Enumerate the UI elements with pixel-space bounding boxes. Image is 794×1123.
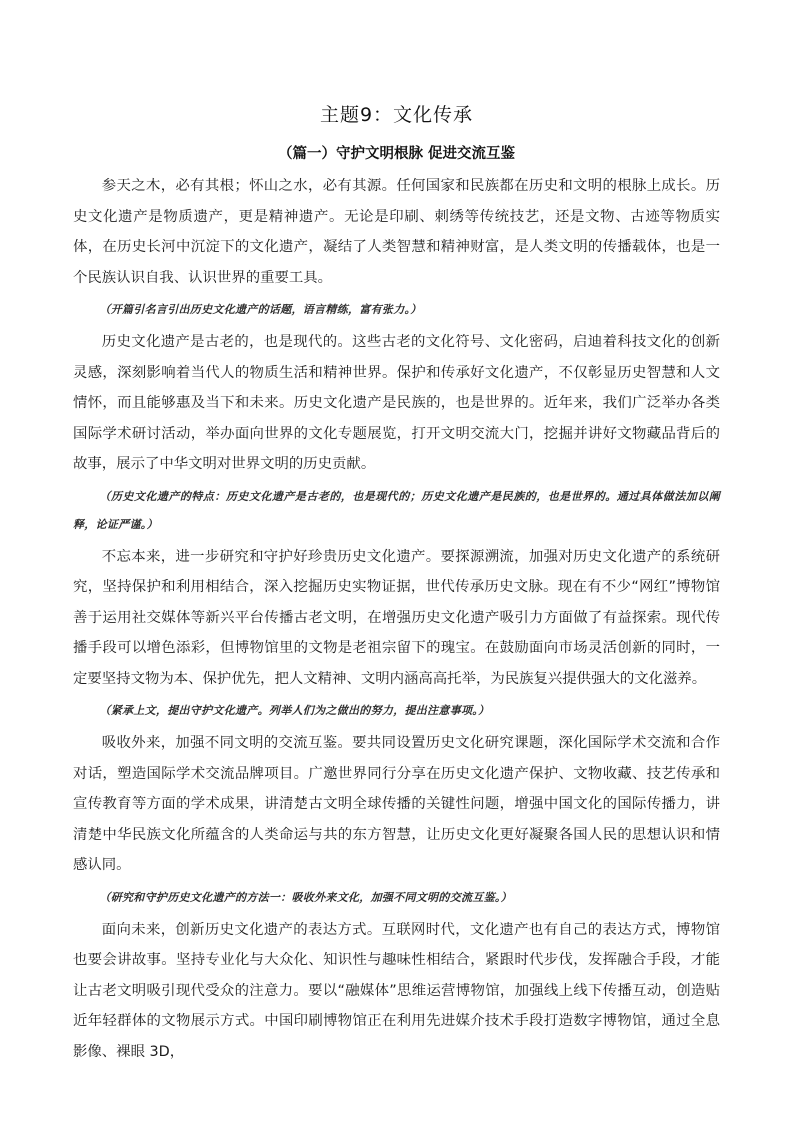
- document-title: 主题9：文化传承: [319, 104, 474, 126]
- body-paragraph: 吸收外来，加强不同文明的交流互鉴。要共同设置历史文化研究课题，深化国际学术交流和合作对话，塑造国际学术交流品牌项目。广邀世界同行分享在历史文化遗产保护、文物收藏、技艺传承和宣传教育等方面的学术成果，讲清楚古文明全球传播的关键性问题，增强中国文化的国际传播力，讲清楚中华民族文化所蕴含的人类命运与共的东方智慧，让历史文化更好凝聚各国人民的思想认识和情感认同。: [73, 735, 720, 873]
- body-paragraph: 不忘本来，进一步研究和守护好珍贵历史文化遗产。要探源溯流，加强对历史文化遗产的系统研究，坚持保护和利用相结合，深入挖掘历史实物证据，世代传承历史文脉。现在有不少“网红”博物馆善于运用社交媒体等新兴平台传播古老文明，在增强历史文化遗产吸引力方面做了有益探索。现代传播手段可以增色添彩，但博物馆里的文物是老祖宗留下的瑰宝。在鼓励面向市场灵活创新的同时，一定要坚持文物为本、保护优先，把人文精神、文明内涵高高托举，为民族复兴提供强大的文化滋养。: [73, 548, 720, 687]
- commentary-note: （开篇引名言引出历史文化遗产的话题，语言精练，富有张力。）: [99, 303, 422, 316]
- body-paragraph: 面向未来，创新历史文化遗产的表达方式。互联网时代，文化遗产也有自己的表达方式，博物馆也要会讲故事。坚持专业化与大众化、知识性与趣味性相结合，紧跟时代步伐，发挥融合手段，才能让古老文明吸引现代受众的注意力。要以“融媒体”思维运营博物馆，加强线上线下传播互动，创造贴近年轻群体的文物展示方式。中国印刷博物馆正在利用先进媒介技术手段打造数字博物馆，通过全息影像、裸眼 3D，: [73, 921, 720, 1060]
- commentary-note: （研究和守护历史文化遗产的方法一：吸收外来文化，加强不同文明的交流互鉴。）: [99, 890, 512, 904]
- document-subtitle: （篇一）守护文明根脉 促进交流互鉴: [277, 146, 516, 162]
- document-body: [73, 171, 720, 1067]
- body-paragraph: 参天之木，必有其根；怀山之水，必有其源。任何国家和民族都在历史和文明的根脉上成长。历史文化遗产是物质遗产，更是精神遗产。无论是印刷、刺绣等传统技艺，还是文物、古迹等物质实体，在历史长河中沉淀下的文化遗产，凝结了人类智慧和精神财富，是人类文明的传播载体，也是一个民族认识自我、认识世界的重要工具。: [73, 178, 720, 286]
- commentary-note: （紧承上文，提出守护文化遗产。列举人们为之做出的努力，提出注意事项。）: [99, 704, 490, 717]
- commentary-note: （历史文化遗产的特点：历史文化遗产是古老的，也是现代的；历史文化遗产是民族的，也是世界的。通过具体做法加以阐释，论证严谨。）: [73, 489, 720, 531]
- body-paragraph: 历史文化遗产是古老的，也是现代的。这些古老的文化符号、文化密码，启迪着科技文化的创新灵感，深刻影响着当代人的物质生活和精神世界。保护和传承好文化遗产，不仅彰显历史智慧和人文情怀，而且能够惠及当下和未来。历史文化遗产是民族的，也是世界的。近年来，我们广泛举办各类国际学术研讨活动，举办面向世界的文化专题展览，打开文明交流大门，挖掘并讲好文物藏品背后的故事，展示了中华文明对世界文明的历史贡献。: [73, 334, 720, 472]
